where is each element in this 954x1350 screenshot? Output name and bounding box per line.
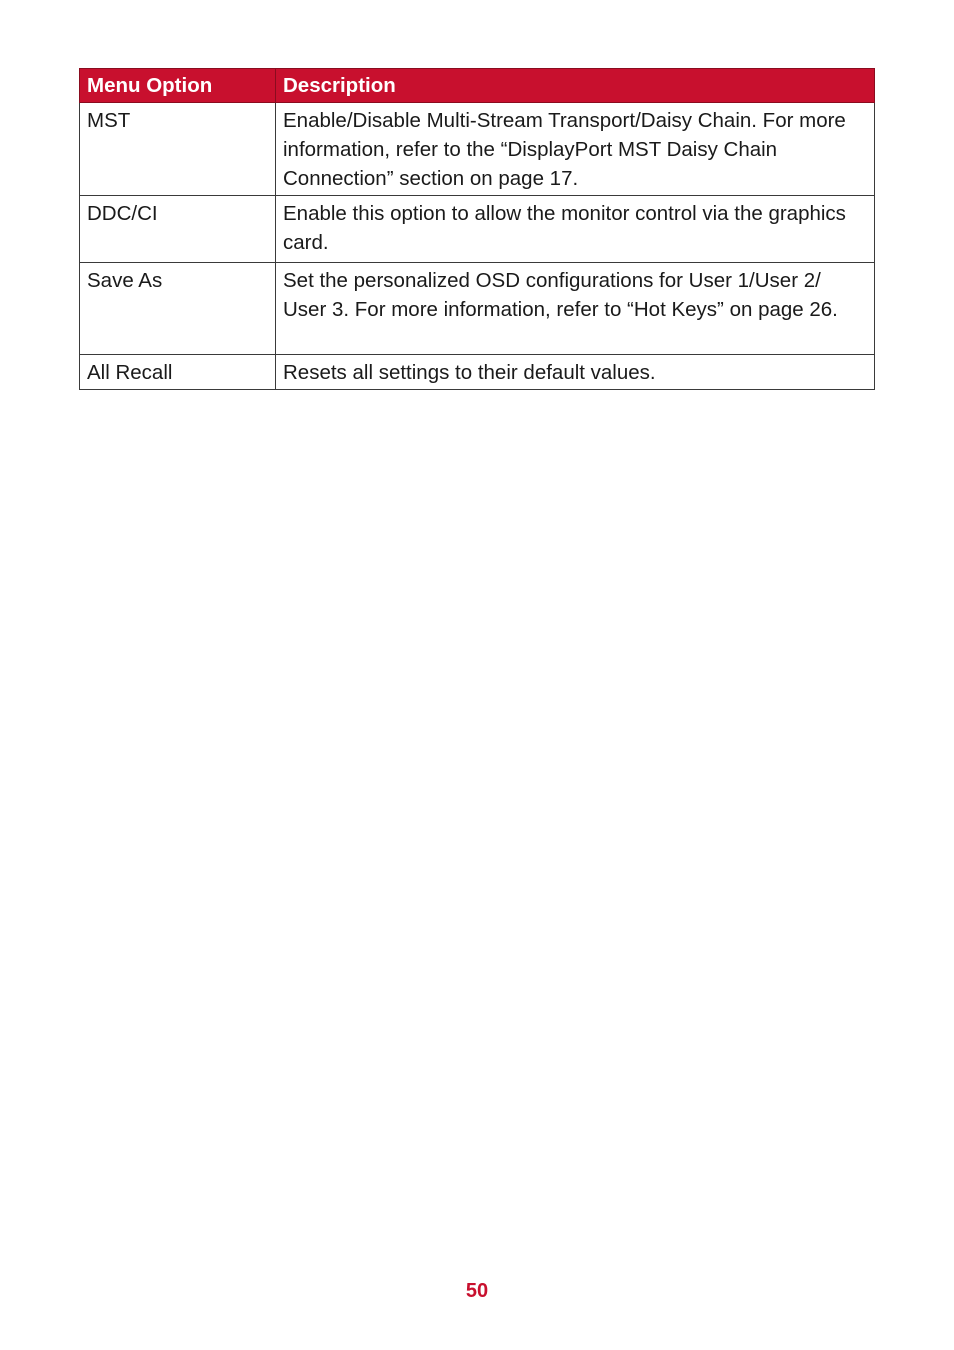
description-cell: Set the personalized OSD configurations for User 1/User 2/ User 3. For more information, refer to “Hot Keys” on page 26. xyxy=(276,263,875,355)
menu-option-cell: DDC/CI xyxy=(80,196,276,263)
menu-option-cell: MST xyxy=(80,103,276,196)
table-body xyxy=(80,103,875,390)
table-header-row xyxy=(80,69,875,103)
table-row xyxy=(80,103,875,196)
description-cell: Resets all settings to their default values. xyxy=(276,355,875,390)
menu-option-cell: All Recall xyxy=(80,355,276,390)
table-row xyxy=(80,196,875,263)
column-header-description: Description xyxy=(276,69,875,103)
table-row xyxy=(80,355,875,390)
table-header xyxy=(80,69,875,103)
table-row xyxy=(80,263,875,355)
column-header-menu-option: Menu Option xyxy=(80,69,276,103)
menu-options-table xyxy=(79,68,875,390)
description-cell: Enable/Disable Multi-Stream Transport/Daisy Chain. For more information, refer to the “DisplayPort MST Daisy Chain Connection” section on page 17. xyxy=(276,103,875,196)
menu-option-cell: Save As xyxy=(80,263,276,355)
page-number: 50 xyxy=(465,1280,489,1302)
description-cell: Enable this option to allow the monitor control via the graphics card. xyxy=(276,196,875,263)
menu-options-table-container xyxy=(79,68,874,390)
